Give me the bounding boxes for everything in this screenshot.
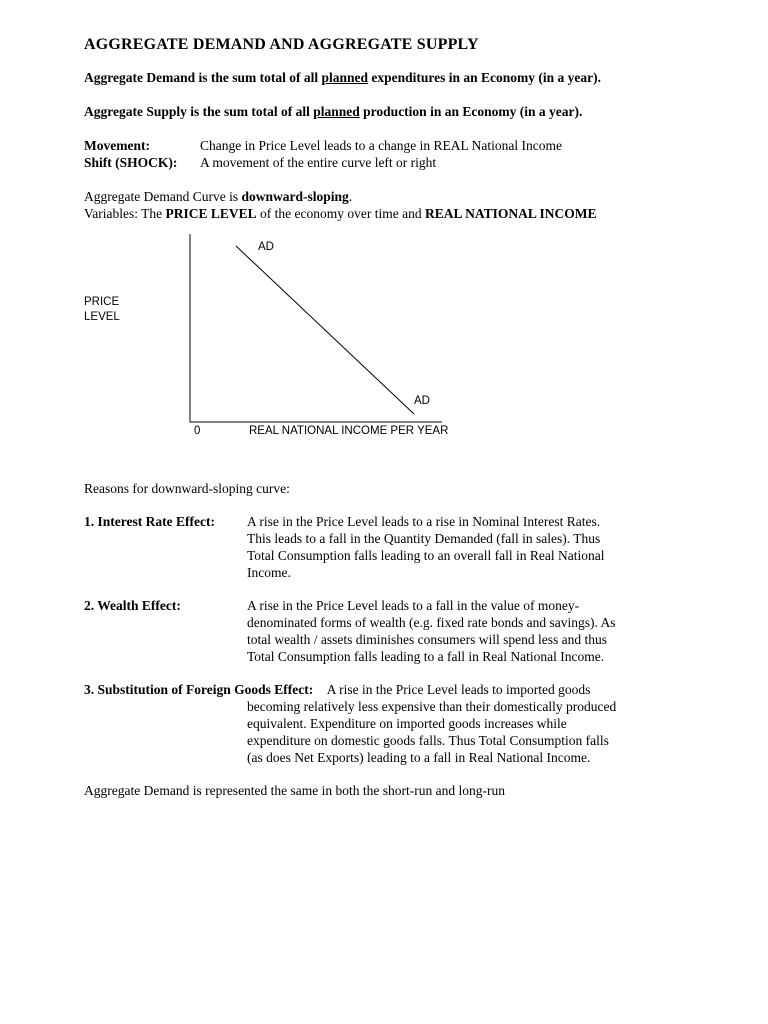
term-label: Movement: [84,138,150,153]
reason-line: denominated forms of wealth (e.g. fixed rate bonds and savings). As [247,615,616,630]
variables-line [84,205,704,222]
term-text: Change in Price Level leads to a change in REAL National Income [200,138,563,153]
ad-curve-graph [84,224,704,464]
curve-intro [84,188,704,205]
origin-label: 0 [194,425,201,437]
ad-curve-line [236,246,414,414]
reason-line: expenditure on domestic goods falls. Thus Total Consumption falls [247,733,609,748]
ad-definition [84,69,704,86]
variables-bold-1: PRICE LEVEL [165,206,257,221]
y-axis-label-line2: LEVEL [84,311,120,323]
as-definition-after: production in an Economy (in a year). [359,104,583,119]
reason-heading: 2. Wealth Effect: [84,598,181,613]
reason-line: Income. [247,565,291,580]
reason-line: A rise in the Price Level leads to a fall in the value of money- [247,598,580,613]
reason-line: Total Consumption falls leading to an overall fall in Real National [247,548,605,563]
reason-line: total wealth / assets diminishes consumers will spend less and thus [247,632,607,647]
reason-first-line [84,681,704,698]
reason-line: equivalent. Expenditure on imported goods increases while [247,716,567,731]
y-axis-label-line1: PRICE [84,296,120,308]
document-page [84,36,704,799]
reason-wealth [84,597,704,665]
page-title: AGGREGATE DEMAND AND AGGREGATE SUPPLY [84,36,479,53]
curve-intro-after: . [348,189,353,204]
term-text: A movement of the entire curve left or right [200,155,437,170]
reason-interest-rate [84,513,704,581]
reason-line: A rise in the Price Level leads to imported goods [326,682,591,697]
term-shift [84,154,704,171]
reason-line: A rise in the Price Level leads to a rise in Nominal Interest Rates. [247,514,601,529]
ad-definition-before: Aggregate Demand is the sum total of all [84,70,322,85]
term-label: Shift (SHOCK): [84,155,178,170]
reason-heading: 1. Interest Rate Effect: [84,514,215,529]
reason-body [247,513,704,581]
reason-line: becoming relatively less expensive than their domestically produced [247,699,617,714]
reason-line: Total Consumption falls leading to a fall in Real National Income. [247,649,605,664]
as-definition-emphasis: planned [313,104,360,119]
reason-line: This leads to a fall in the Quantity Demanded (fall in sales). Thus [247,531,601,546]
reason-line: (as does Net Exports) leading to a fall in Real National Income. [247,750,591,765]
curve-intro-before: Aggregate Demand Curve is [84,189,242,204]
reasons-intro: Reasons for downward-sloping curve: [84,481,290,496]
variables-prefix: Variables: The [84,206,166,221]
ad-definition-after: expenditures in an Economy (in a year). [368,70,602,85]
term-movement [84,137,704,154]
reason-substitution [84,681,704,766]
reason-body [247,597,704,665]
reason-heading: 3. Substitution of Foreign Goods Effect: [84,682,314,697]
x-axis-label: REAL NATIONAL INCOME PER YEAR [249,425,449,437]
closing-statement: Aggregate Demand is represented the same in both the short-run and long-run [84,783,505,798]
ad-label-bottom: AD [414,395,430,407]
variables-bold-2: REAL NATIONAL INCOME [424,206,597,221]
ad-label-top: AD [258,241,274,253]
as-definition-before: Aggregate Supply is the sum total of all [84,104,314,119]
curve-intro-bold: downward-sloping [241,189,349,204]
ad-definition-emphasis: planned [321,70,369,85]
as-definition [84,103,704,120]
variables-middle: of the economy over time and [256,206,425,221]
